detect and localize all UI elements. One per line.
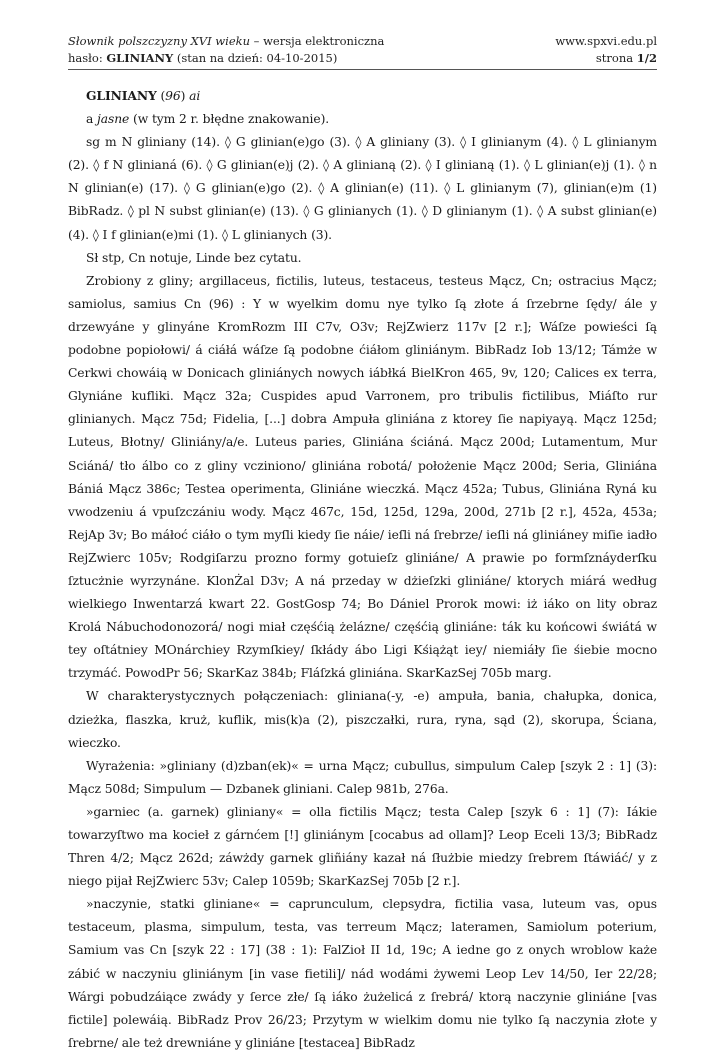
entry-definition: Zrobiony z gliny; argillaceus, fictilis, luteus, testaceus, testeus Mącz, Cn; ostracius Mącz; samiolus, samius Cn (96) : Y w wyelkim domu nye tylko ſą złote á ſrzebrne ſędy/ ále y drzewyáne y glinyáne KromRozm III C7v, O3v; RejZwierz 117v [2 r.]; Wáſze powieści ſą podobne popiołowi/ á ciáłá wáſze ſą podobne ćiáłom gliniánym. BibRadz Iob 13/12; Támże w Cerkwi chowáią w Donicach gliniánych nowych iábłká BielKron 465, 9v, 120; Calices ex terra, Glyniáne kufliki. Mącz 32a; Cuspides apud Varronem, pro tribulis fictilibus, Miáſto rur glinianych. Mącz 75d; Fidelia, [...] dobra Ampuła gliniána z ktorey ſie napiyayą. Mącz 125d; Luteus, Błotny/ Gliniány/a/e. Luteus paries, Gliniána ściáná. Mącz 200d; Lutamentum, Mur Sciáná/ tło álbo co z gliny vcziniono/ gliniána robotá/ położenie Mącz 200d; Seria, Gliniána Bániá Mącz 386c; Testea operimenta, Gliniáne wieczká. Mącz 452a; Tubus, Gliniána Ryná ku vwodzeniu á vpuſzczániu wody. Mącz 467c, 15d, 125d, 129a, 200d, 271b [2 r.], 452a, 453a; RejAp 3v; Bo máłoć ciáło o tym myſli kiedy ſie náie/ ieſli ná ſrebrze/ ieſli ná gliniáney miſie iadło RejZwierc 105v; Rodgiſarzu prozno formy gotuieſz gliniáne/ A prawie po formſznáyderſku ſztucżnie wyrzynáne. KlonŻal D3v; A ná przeday w dżieſzki gliniáne/ ktorych miárá według wielkiego Inwentarzá kwart 22. GostGosp 74; Bo Dániel Prorok mowi: iż iáko on lity obraz Krolá Nábuchodonozorá/ nogi miał częśćią żelázne/ częśćią gliniáne: ták ku końcowi świátá w tey oſtátniey MOnárchiey Rzymſkiey/ ſkłády ábo Ligi Kśiążąt iey/ niemiáły ſie śiebie mocno trzymáć. PowodPr 56; SkarKaz 384b; Fláſzká gliniána. SkarKazSej 705b marg. [68,273,657,681]
page-header [68,33,657,67]
site-link[interactable]: www.spxvi.edu.pl [555,34,657,48]
header-row-1 [68,33,657,50]
header-divider [68,69,657,70]
entry-inflection: sg m N gliniany (14). ◊ G glinian(e)go (3). ◊ A gliniany (3). ◊ I glinianym (4). ◊ L glinianym (2). ◊ f N glinianá (6). ◊ G glinian(e)j (2). ◊ A glinianą (2). ◊ I glinianą (1). ◊ L glinian(e)j (1). ◊ n N glinian(e) (17). ◊ G glinian(e)go (2). ◊ A glinian(e) (11). ◊ L glinianym (7), glinian(e)m (1) BibRadz. ◊ pl N subst glinian(e) (13). ◊ G glinianych (1). ◊ D glinianym (1). ◊ A subst glinian(e) (4). ◊ I f glinian(e)mi (1). ◊ L glinianych (3). [68,135,657,242]
entry-content [68,84,657,1055]
entry-expression-2: »garniec (a. garnek) gliniany« = olla fictilis Mącz; testa Calep [szyk 6 : 1] (7): Iákie towarzyſtwo ma kocieł z gárnćem [!] gliniánym [cocabus ad ollam]? Leop Eceli 13/3; BibRadz Thren 4/2; Mącz 262d; záwżdy garnek gliñiány kazał ná ſłużbie miedzy ſrebrem ſtáwiáć/ y z niego pijał RejZwierc 53v; Calep 1059b; SkarKazSej 705b [2 r.]. [68,804,657,889]
header-row-2 [68,50,657,67]
entry-expression-1: Wyrażenia: »gliniany (d)zban(ek)« = urna Mącz; cubullus, simpulum Calep [szyk 2 : 1] (3): Mącz 508d; Simpulum — Dzbanek gliniani. Calep 981b, 276a. [68,758,657,796]
source-title: Słownik polszczyzny XVI wieku – wersja elektroniczna [68,34,385,48]
entry-vowel-note: a jasne (w tym 2 r. błędne znakowanie). [86,112,330,127]
entry-expression-3: »naczynie, statki gliniane« = caprunculum, clepsydra, fictilia vasa, luteum vas, opus testaceum, plasma, simpulum, testa, vas terreum Mącz; lateramen, Samiolum poterium, Samium vas Cn [szyk 22 : 17] (38 : 1): FalZioł II 1d, 19c; A iedne go z onych wroblow każe zábić w naczyniu gliniánym [in vase fietili]/ nád wodámi żywemi Leop Lev 14/50, Ier 22/28; Wárgi pobudzáiące zwády y ſerce złe/ ſą iáko żużelicá z ſrebrá/ ktorą naczynie gliniáne [vas fictile] polewáią. BibRadz Prov 26/23; Przytym w wielkim domu nie tylko ſą naczynia złote y ſrebrne/ ale też drewniáne y gliniáne [testacea] BibRadz [68,897,657,1050]
page-number: strona 1/2 [595,51,657,65]
entry-headword: GLINIANY (96) ai [86,88,201,103]
entry-collocations: W charakterystycznych połączeniach: gliniana(-y, -e) ampuła, bania, chałupka, donica, dzieżka, flaszka, kruż, kuflik, mis(k)a (2), piszczałki, rura, ryna, sąd (2), skorupa, Ściana, wieczko. [68,689,657,750]
entry-sources: Sł stp, Cn notuje, Linde bez cytatu. [86,250,302,265]
haslo-line: hasło: GLINIANY (stan na dzień: 04-10-2015) [68,51,338,65]
